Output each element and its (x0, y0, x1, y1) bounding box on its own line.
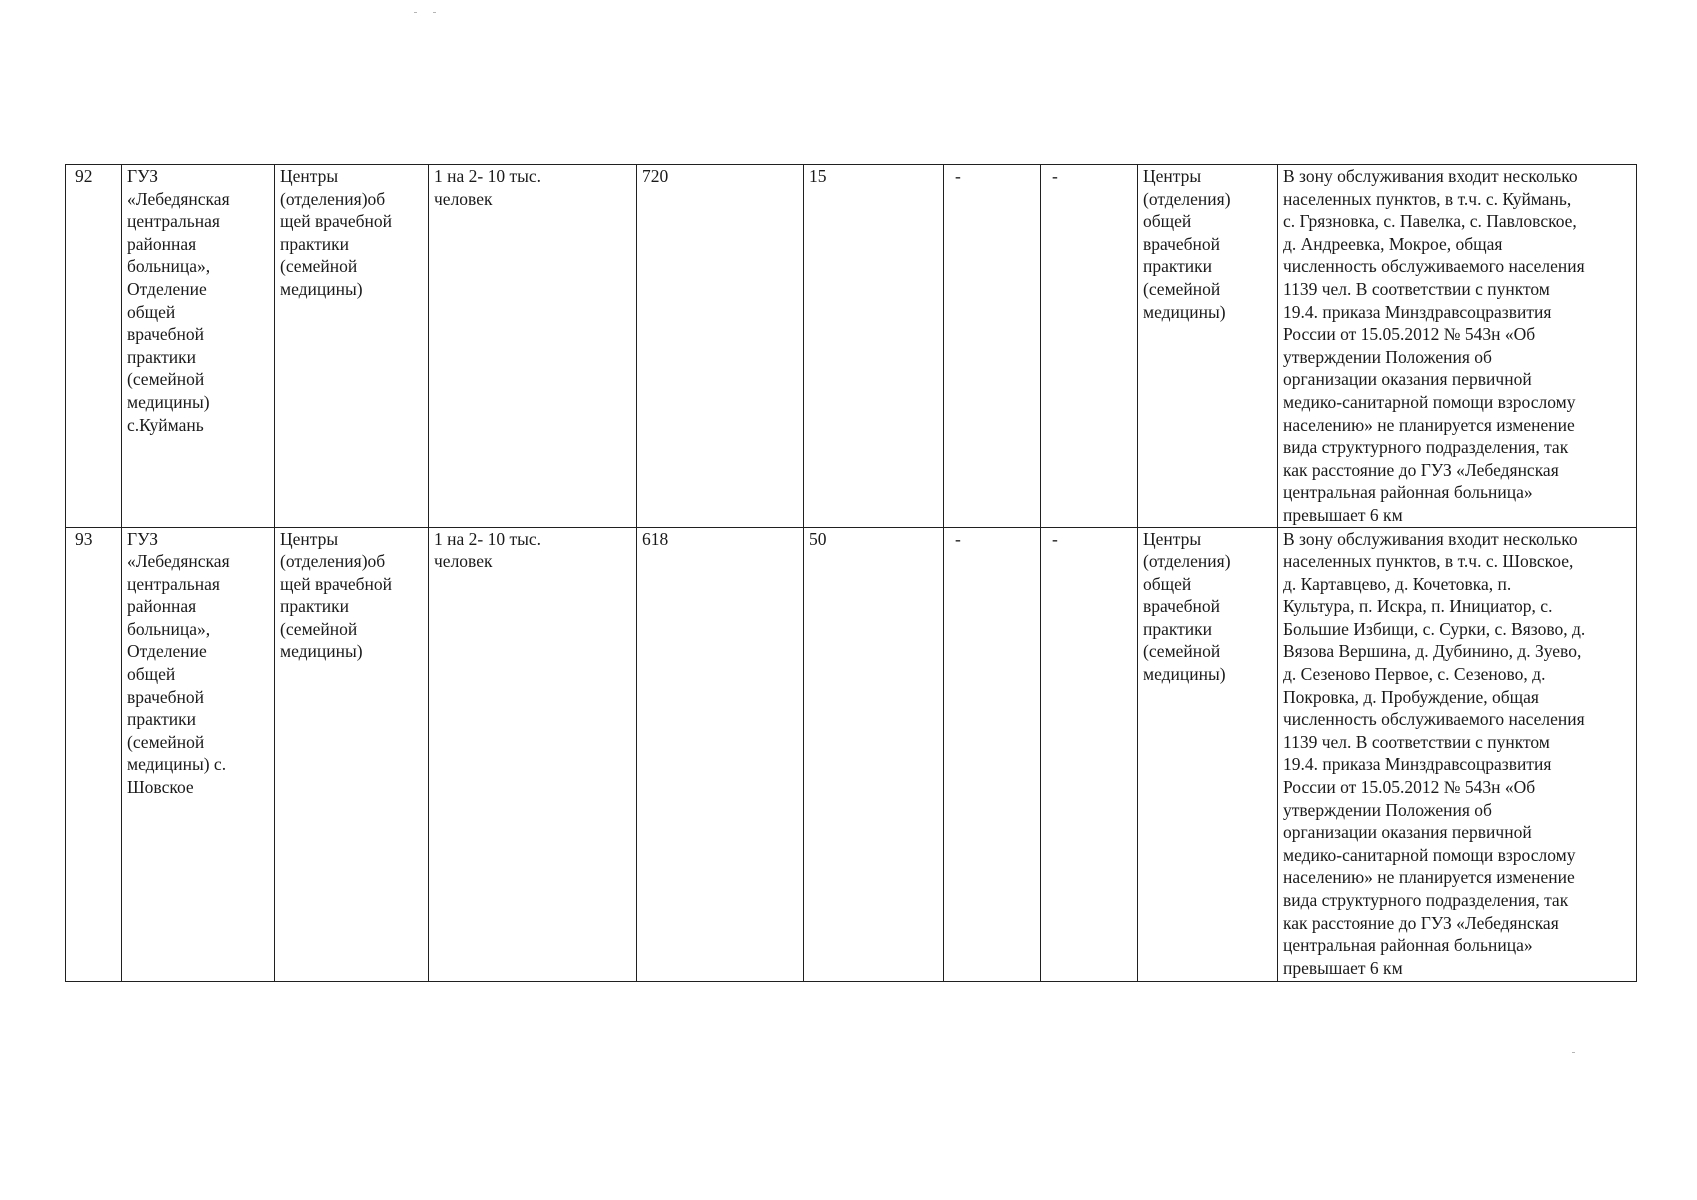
unit-type-cell: Центры (отделения)об щей врачебной практики (семейной медицины) (275, 527, 429, 981)
dash-cell: - (944, 165, 1041, 528)
row-number: 93 (66, 527, 122, 981)
row-number: 92 (66, 165, 122, 528)
institution-cell: ГУЗ «Лебедянская центральная районная больница», Отделение общей врачебной практики (семейной медицины) с.Куймань (122, 165, 275, 528)
value-cell: 720 (637, 165, 804, 528)
scan-speck (414, 12, 417, 13)
value-cell: 618 (637, 527, 804, 981)
dash-cell: - (1041, 165, 1138, 528)
norm-cell: 1 на 2- 10 тыс. человек (429, 165, 637, 528)
dash-cell: - (1041, 527, 1138, 981)
norm-cell: 1 на 2- 10 тыс. человек (429, 527, 637, 981)
table-row (66, 165, 1637, 528)
institution-cell: ГУЗ «Лебедянская центральная районная больница», Отделение общей врачебной практики (семейной медицины) с. Шовское (122, 527, 275, 981)
value-cell: 50 (804, 527, 944, 981)
registry-table (65, 164, 1637, 982)
scan-speck (1572, 1052, 1575, 1053)
scan-speck (433, 12, 436, 13)
planned-type-cell: Центры (отделения) общей врачебной практики (семейной медицины) (1138, 165, 1278, 528)
dash-cell: - (944, 527, 1041, 981)
unit-type-cell: Центры (отделения)об щей врачебной практики (семейной медицины) (275, 165, 429, 528)
value-cell: 15 (804, 165, 944, 528)
table-row (66, 527, 1637, 981)
note-cell: В зону обслуживания входит несколько населенных пунктов, в т.ч. с. Шовское, д. Картавцево, д. Кочетовка, п. Культура, п. Искра, п. Инициатор, с. Большие Избищи, с. Сурки, с. Вязово, д. Вязова Вершина, д. Дубинино, д. Зуево, д. Сезеново Первое, с. Сезеново, д. Покровка, д. Пробуждение, общая численность обслуживаемого населения 1139 чел. В соответствии с пунктом 19.4. приказа Минздравсоцразвития России от 15.05.2012 № 543н «Об утверждении Положения об организации оказания первичной медико-санитарной помощи взрослому населению» не планируется изменение вида структурного подразделения, так как расстояние до ГУЗ «Лебедянская центральная районная больница» превышает 6 км (1278, 527, 1637, 981)
planned-type-cell: Центры (отделения) общей врачебной практики (семейной медицины) (1138, 527, 1278, 981)
note-cell: В зону обслуживания входит несколько населенных пунктов, в т.ч. с. Куймань, с. Грязновка, с. Павелка, с. Павловское, д. Андреевка, Мокрое, общая численность обслуживаемого населения 1139 чел. В соответствии с пунктом 19.4. приказа Минздравсоцразвития России от 15.05.2012 № 543н «Об утверждении Положения об организации оказания первичной медико-санитарной помощи взрослому населению» не планируется изменение вида структурного подразделения, так как расстояние до ГУЗ «Лебедянская центральная районная больница» превышает 6 км (1278, 165, 1637, 528)
